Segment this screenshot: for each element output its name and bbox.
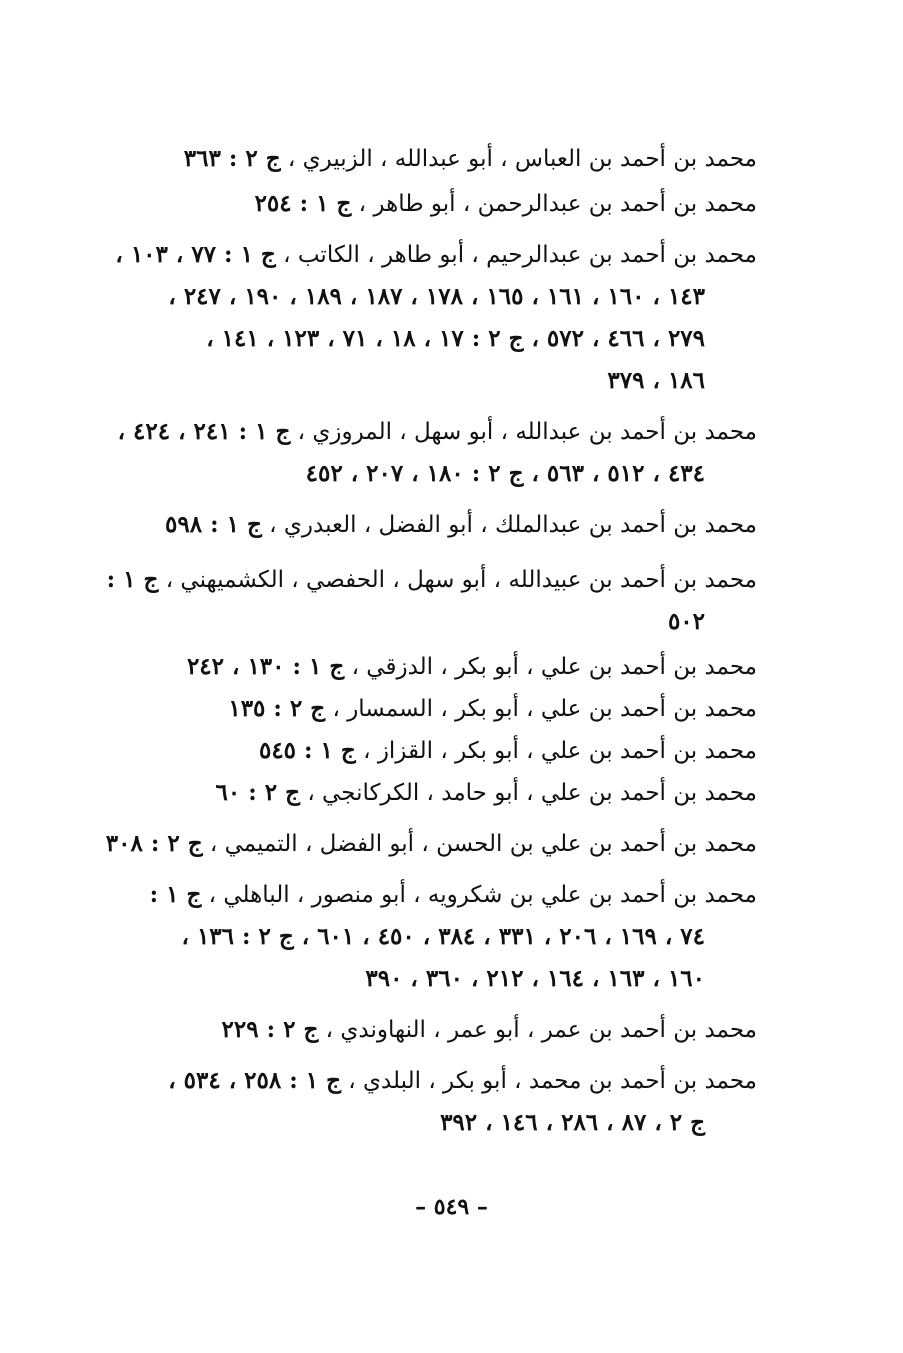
entry-line bbox=[112, 688, 757, 730]
index-entry bbox=[112, 138, 757, 180]
entry-line bbox=[112, 411, 757, 453]
index-entry bbox=[112, 688, 757, 730]
person-name: محمد بن أحمد بن علي ، أبو بكر ، القزاز ، bbox=[363, 738, 757, 764]
page-references: ج ٢ ، ٨٧ ، ٢٨٦ ، ١٤٦ ، ٣٩٢ bbox=[440, 1109, 705, 1136]
entry-line bbox=[112, 772, 757, 814]
entry-continuation-line bbox=[112, 360, 757, 402]
person-name: محمد بن أحمد بن محمد ، أبو بكر ، البلدي ، bbox=[348, 1068, 757, 1094]
entry-line bbox=[112, 138, 757, 180]
index-entry bbox=[112, 411, 757, 495]
entry-line bbox=[112, 1009, 757, 1051]
index-entries bbox=[105, 138, 757, 1144]
page-number: – ٥٤٩ – bbox=[415, 1194, 488, 1220]
person-name: محمد بن أحمد بن عبيدالله ، أبو سهل ، الحفصي ، الكشميهني ، bbox=[165, 567, 757, 593]
page-references: ج ١ : ٢٥٤ bbox=[254, 190, 352, 217]
entry-line bbox=[112, 646, 757, 688]
page-references: ج ١ : ٥٤٥ bbox=[258, 737, 356, 764]
entry-line bbox=[112, 183, 757, 225]
page-references: ١٤٣ ، ١٦٠ ، ١٦١ ، ١٦٥ ، ١٧٨ ، ١٨٧ ، ١٨٩ ، ١٩٠ ، ٢٤٧ ، bbox=[168, 283, 705, 310]
page-references: ج ٢ : ٦٠ bbox=[215, 779, 300, 806]
page-references: ٢٧٩ ، ٤٦٦ ، ٥٧٢ ، ج ٢ : ١٧ ، ١٨ ، ٧١ ، ١٢٣ ، ١٤١ ، bbox=[206, 325, 705, 352]
entry-continuation-line bbox=[112, 276, 757, 318]
page-references: ج ٢ : ٢٢٩ bbox=[221, 1016, 319, 1043]
index-entry bbox=[112, 1060, 757, 1144]
entry-continuation-line bbox=[112, 916, 757, 958]
page-references: ج ١ : bbox=[149, 881, 202, 908]
index-entry bbox=[112, 183, 757, 225]
index-entry bbox=[112, 874, 757, 1000]
page-references: ج ٢ : ٣٠٨ bbox=[105, 830, 203, 857]
entry-line bbox=[112, 504, 757, 546]
index-entry bbox=[112, 646, 757, 688]
person-name: محمد بن أحمد بن العباس ، أبو عبدالله ، الزبيري ، bbox=[287, 146, 757, 172]
entry-continuation-line bbox=[112, 1102, 757, 1144]
entry-line bbox=[112, 730, 757, 772]
entry-continuation-line bbox=[112, 601, 757, 643]
person-name: محمد بن أحمد بن علي ، أبو بكر ، الدزقي ، bbox=[351, 654, 757, 680]
person-name: محمد بن أحمد بن عبدالله ، أبو سهل ، المروزي ، bbox=[297, 419, 757, 445]
person-name: محمد بن أحمد بن علي بن شكرويه ، أبو منصور ، الباهلي ، bbox=[208, 882, 757, 908]
person-name: محمد بن أحمد بن علي بن الحسن ، أبو الفضل ، التميمي ، bbox=[209, 831, 757, 857]
index-entry bbox=[112, 1009, 757, 1051]
page-references: ٥٠٢ bbox=[667, 608, 705, 635]
person-name: محمد بن أحمد بن علي ، أبو حامد ، الكركانجي ، bbox=[307, 780, 757, 806]
page-references: ج ٢ : ٣٦٣ bbox=[183, 145, 281, 172]
entry-continuation-line bbox=[112, 453, 757, 495]
person-name: محمد بن أحمد بن عبدالملك ، أبو الفضل ، العبدري ، bbox=[269, 512, 757, 538]
index-entry bbox=[112, 772, 757, 814]
person-name: محمد بن أحمد بن عمر ، أبو عمر ، النهاوندي ، bbox=[325, 1017, 757, 1043]
page-references: ١٨٦ ، ٣٧٩ bbox=[607, 367, 705, 394]
page-references: ج ١ : ٥٩٨ bbox=[165, 511, 262, 538]
index-entry bbox=[112, 504, 757, 546]
entry-line bbox=[106, 559, 757, 601]
page-references: ج ١ : ٢٥٨ ، ٥٣٤ ، bbox=[168, 1067, 341, 1094]
entry-line bbox=[112, 234, 757, 276]
page-references: ج ١ : bbox=[106, 566, 159, 593]
index-entry bbox=[112, 730, 757, 772]
page-references: ٧٤ ، ١٦٩ ، ٢٠٦ ، ٣٣١ ، ٣٨٤ ، ٤٥٠ ، ٦٠١ ، ج ٢ : ١٣٦ ، bbox=[181, 923, 705, 950]
page-references: ١٦٠ ، ١٦٣ ، ١٦٤ ، ٢١٢ ، ٣٦٠ ، ٣٩٠ bbox=[365, 965, 705, 992]
entry-continuation-line bbox=[112, 958, 757, 1000]
person-name: محمد بن أحمد بن عبدالرحمن ، أبو طاهر ، bbox=[358, 191, 757, 217]
person-name: محمد بن أحمد بن عبدالرحيم ، أبو طاهر ، الكاتب ، bbox=[283, 242, 757, 268]
person-name: محمد بن أحمد بن علي ، أبو بكر ، السمسار ، bbox=[332, 696, 757, 722]
page-references: ج ٢ : ١٣٥ bbox=[228, 695, 326, 722]
page-references: ج ١ : ٧٧ ، ١٠٣ ، bbox=[115, 241, 276, 268]
index-entry bbox=[105, 823, 757, 865]
entry-continuation-line bbox=[112, 318, 757, 360]
page-references: ج ١ : ٢٤١ ، ٤٢٤ ، bbox=[117, 418, 291, 445]
index-entry bbox=[112, 234, 757, 402]
entry-line bbox=[112, 874, 757, 916]
page-references: ج ١ : ١٣٠ ، ٢٤٢ bbox=[186, 653, 345, 680]
entry-line bbox=[112, 1060, 757, 1102]
entry-line bbox=[105, 823, 757, 865]
page-references: ٤٣٤ ، ٥١٢ ، ٥٦٣ ، ج ٢ : ١٨٠ ، ٢٠٧ ، ٤٥٢ bbox=[305, 460, 705, 487]
index-entry bbox=[106, 559, 757, 643]
